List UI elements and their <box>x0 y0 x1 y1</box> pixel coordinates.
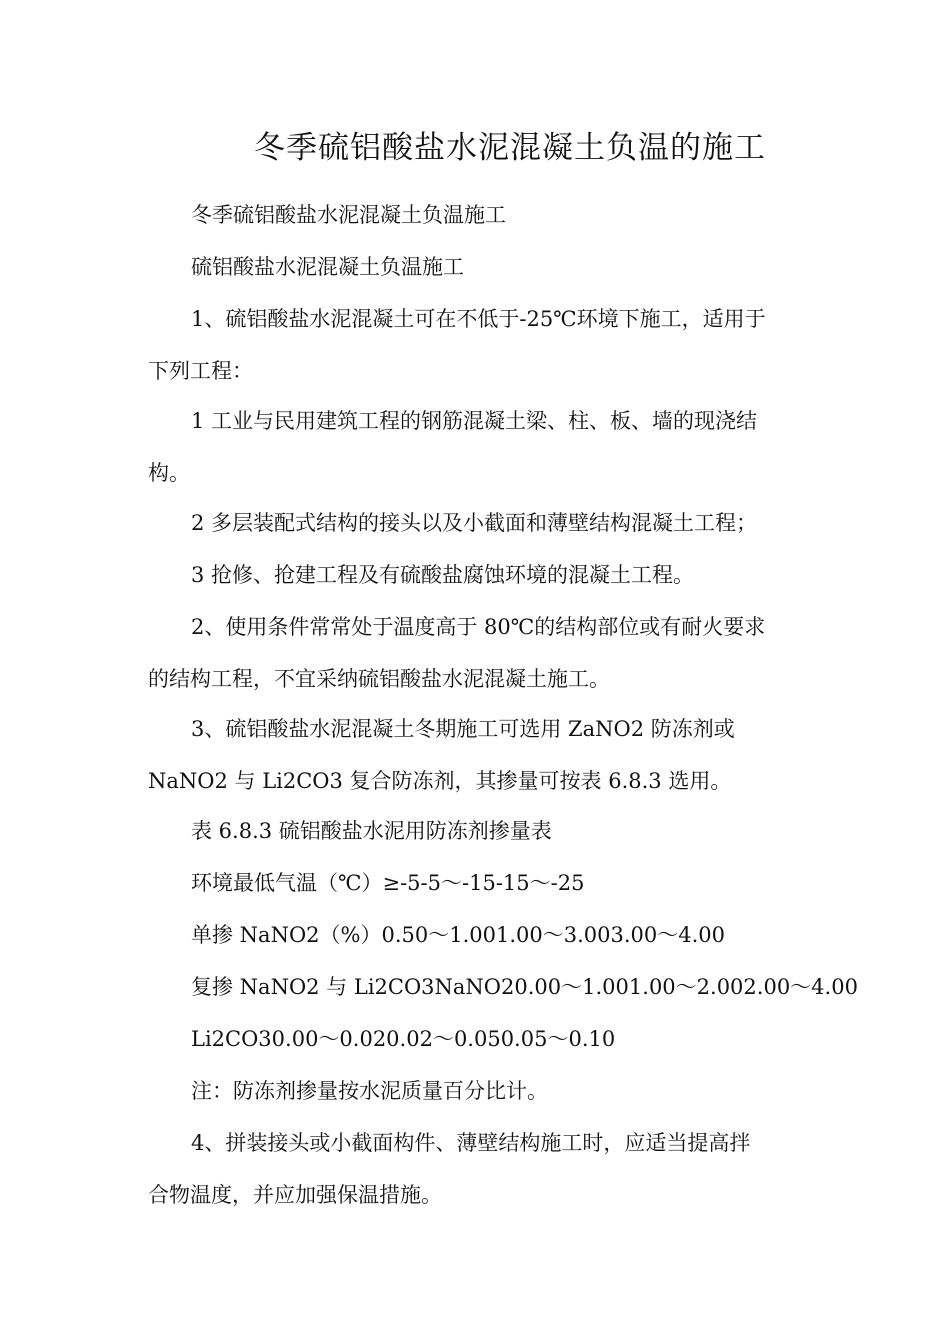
paragraph-line: 2 多层装配式结构的接头以及小截面和薄壁结构混凝土工程； <box>191 511 758 535</box>
paragraph-line: 的结构工程，不宜采纳硫铝酸盐水泥混凝土施工。 <box>148 667 610 691</box>
paragraph-line: 4、拼装接头或小截面构件、薄壁结构施工时，应适当提高拌 <box>191 1131 751 1155</box>
paragraph-line: 冬季硫铝酸盐水泥混凝土负温施工 <box>191 203 506 227</box>
paragraph <box>148 703 798 807</box>
paragraph <box>148 961 858 1013</box>
paragraph-line: 1 工业与民用建筑工程的钢筋混凝土梁、柱、板、墙的现浇结 <box>191 409 758 433</box>
paragraph <box>148 189 798 241</box>
paragraph-line: 单掺 NaNO2（%）0.50～1.001.00～3.003.00～4.00 <box>191 923 726 947</box>
paragraph-line: 表 6.8.3 硫铝酸盐水泥用防冻剂掺量表 <box>191 819 552 843</box>
paragraph <box>148 497 798 549</box>
paragraph-line: 1、硫铝酸盐水泥混凝土可在不低于-25℃环境下施工，适用于 <box>191 307 766 331</box>
paragraph-line: 注：防冻剂掺量按水泥质量百分比计。 <box>191 1079 548 1103</box>
paragraph-line: 3、硫铝酸盐水泥混凝土冬期施工可选用 ZaNO2 防冻剂或 <box>191 717 735 741</box>
paragraph <box>148 1065 798 1117</box>
paragraph <box>148 857 798 909</box>
paragraph-line: 硫铝酸盐水泥混凝土负温施工 <box>191 255 464 279</box>
paragraph-line: 复掺 NaNO2 与 Li2CO3NaNO20.00～1.001.00～2.002.00～4.00 <box>191 975 858 999</box>
paragraph <box>148 1013 798 1065</box>
paragraph <box>148 1117 798 1221</box>
paragraph-line: 构。 <box>148 461 190 485</box>
paragraph <box>148 549 798 601</box>
paragraph-line: Li2CO30.00～0.020.02～0.050.05～0.10 <box>191 1027 616 1051</box>
paragraph-line: 合物温度，并应加强保温措施。 <box>148 1183 442 1207</box>
paragraph-line: 3 抢修、抢建工程及有硫酸盐腐蚀环境的混凝土工程。 <box>191 563 695 587</box>
paragraph-line: 下列工程： <box>148 359 253 383</box>
document-title: 冬季硫铝酸盐水泥混凝土负温的施工 <box>254 130 766 166</box>
paragraph <box>148 293 798 397</box>
paragraph <box>148 601 798 705</box>
paragraph-line: NaNO2 与 Li2CO3 复合防冻剂，其掺量可按表 6.8.3 选用。 <box>148 769 732 793</box>
paragraph <box>148 241 798 293</box>
paragraph <box>148 395 798 499</box>
paragraph-line: 环境最低气温（℃）≥-5-5～-15-15～-25 <box>191 871 585 895</box>
paragraph <box>148 805 798 857</box>
paragraph-line: 2、使用条件常常处于温度高于 80℃的结构部位或有耐火要求 <box>191 615 766 639</box>
paragraph <box>148 909 798 961</box>
